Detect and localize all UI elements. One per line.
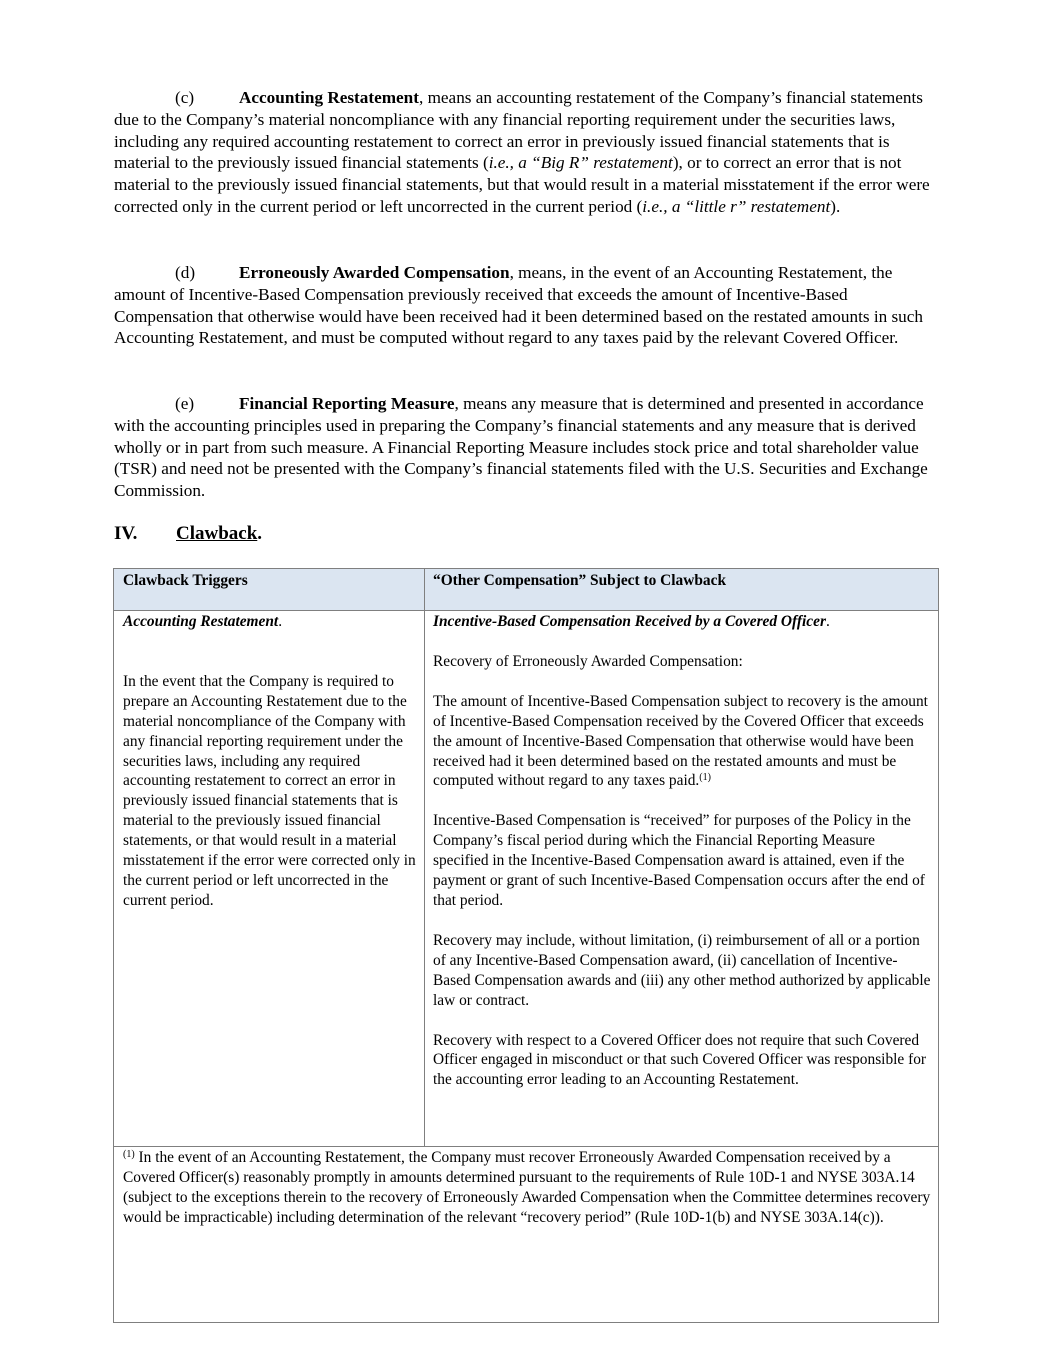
definition-term: Erroneously Awarded Compensation bbox=[239, 263, 510, 282]
section-heading: IV. Clawback. bbox=[114, 523, 263, 544]
section-title: Clawback bbox=[176, 523, 258, 544]
column-divider bbox=[424, 569, 425, 1146]
header-clawback-triggers: Clawback Triggers bbox=[123, 572, 248, 589]
clawback-table bbox=[113, 568, 939, 1323]
definition-label: (e) bbox=[175, 394, 195, 413]
trigger-cell bbox=[123, 612, 418, 911]
definition-d: (d) Erroneously Awarded Compensation, means, in the event of an Accounting Restatement, the amount of Incentive-Based Compensation previously received that exceeds the amount of Incentive-Based Compensation that otherwise would have been received had it been determined based on the restated amounts in such Accounting Restatement, and must be computed without regard to any taxes paid by the relevant Covered Officer. bbox=[114, 263, 923, 348]
table-footnote: $^{(1)}$ In the event of an Accounting Restatement, the Company must recover Erroneously Awarded Compensation received by a Covered Officer(s) reasonably promptly in amounts determined pursuant to the requirements of Rule 10D-1 and NYSE 303A.14 (subject to the exceptions therein to the recovery of Erroneously Awarded Compensation when the Committee determines recovery would be impracticable) including determination of the relevant “recovery period” (Rule 10D-1(b) and NYSE 303A.14(c)). bbox=[123, 1149, 931, 1226]
footnote-divider bbox=[114, 1146, 938, 1147]
footnote-reference: (1) bbox=[699, 772, 711, 784]
trigger-title: Accounting Restatement. bbox=[123, 613, 283, 630]
compensation-cell bbox=[433, 612, 932, 1090]
definition-c: (c) Accounting Restatement, means an accounting restatement of the Company’s financial statements due to the Company’s material noncompliance with any financial reporting requirement under the securities laws, including any required accounting restatement to correct an error in previously issued financial statements that is material to the previously issued financial statements (i.e., a “Big R” restatement), or to correct an error that is not material to the previously issued financial statements, but that would result in a material misstatement if the error were corrected only in the current period or left uncorrected in the current period (i.e., a “little r” restatement). bbox=[114, 88, 930, 216]
section-number: IV. bbox=[114, 523, 138, 544]
footnote-mark: (1) bbox=[123, 1149, 135, 1160]
trigger-description: In the event that the Company is required to prepare an Accounting Restatement due to the material noncompliance of the Company with any financial reporting requirement under the securities laws, including any required accounting restatement to correct an error in previously issued financial statements that is material to the previously issued financial statements, or that would result in a material misstatement if the error were corrected only in the current period or left uncorrected in the current period. bbox=[123, 672, 416, 909]
definition-label: (c) bbox=[175, 88, 195, 107]
compensation-title: Incentive-Based Compensation Received by a Covered Officer. bbox=[433, 613, 830, 630]
definition-term: Accounting Restatement bbox=[239, 88, 419, 107]
definition-term: Financial Reporting Measure bbox=[239, 394, 455, 413]
compensation-paragraph: Recovery may include, without limitation, (i) reimbursement of all or a portion of any Incentive-Based Compensation award, (ii) cancellation of Incentive-Based Compensation awards and (iii) any other method authorized by applicable law or contract. bbox=[433, 931, 931, 1009]
header-other-compensation: “Other Compensation” Subject to Clawback bbox=[433, 572, 727, 589]
compensation-paragraph: Recovery of Erroneously Awarded Compensation: bbox=[433, 652, 743, 670]
definition-label: (d) bbox=[175, 263, 196, 282]
compensation-paragraph: Incentive-Based Compensation is “received” for purposes of the Policy in the Company’s fiscal period during which the Financial Reporting Measure specified in the Incentive-Based Compensation award is attained, even if the payment or grant of such Incentive-Based Compensation occurs after the end of that period. bbox=[433, 812, 925, 909]
compensation-paragraph: Recovery with respect to a Covered Officer does not require that such Covered Officer engaged in misconduct or that such Covered Officer was responsible for the accounting error leading to an Accounting Restatement. bbox=[433, 1031, 927, 1089]
compensation-paragraph: The amount of Incentive-Based Compensation subject to recovery is the amount of Incentive-Based Compensation received by the Covered Officer that exceeds the amount of Incentive-Based Compensation that otherwise would have been received had it been determined based on the restated amounts and must be computed without regard to any taxes paid.$^{(1)}$ bbox=[433, 692, 928, 790]
definition-e: (e) Financial Reporting Measure, means any measure that is determined and presented in accordance with the accounting principles used in preparing the Company’s financial statements and any measure that is derived wholly or in part from such measure. A Financial Reporting Measure includes stock price and total shareholder value (TSR) and need not be presented with the Company’s financial statements filed with the U.S. Securities and Exchange Commission. bbox=[114, 394, 928, 501]
